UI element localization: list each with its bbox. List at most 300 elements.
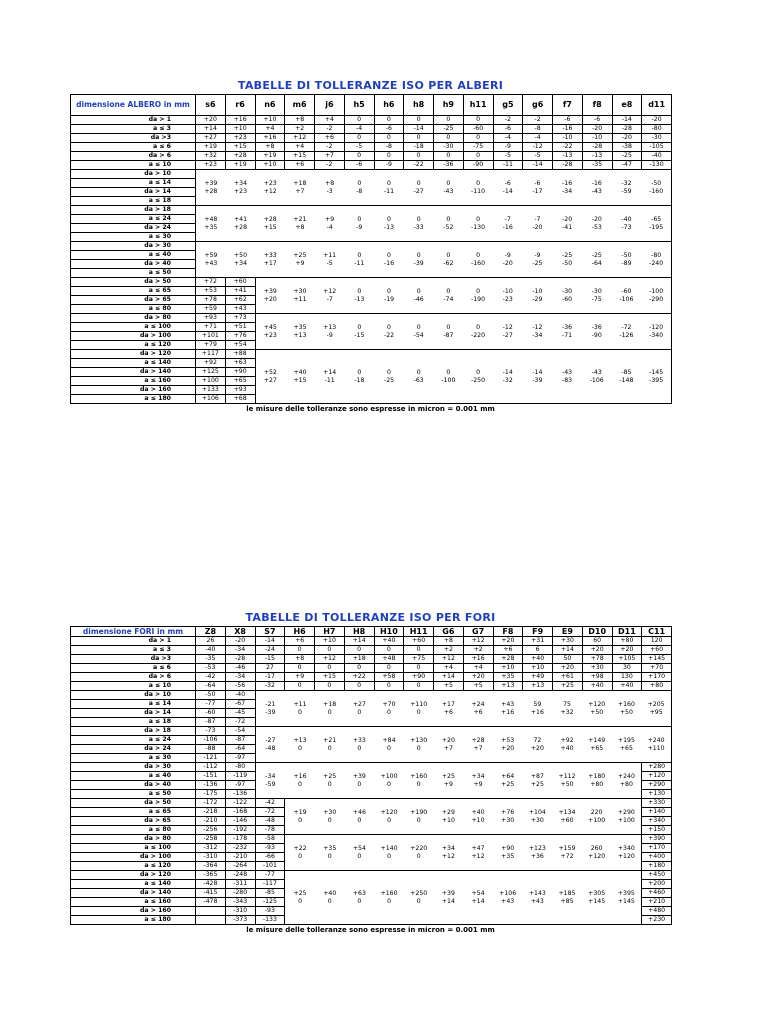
tolerance-value: 0	[404, 646, 434, 655]
range-label: da > 40	[71, 781, 196, 790]
tolerance-value: -20	[591, 215, 602, 223]
tolerance-value: +33	[352, 736, 366, 744]
tolerance-value: -45	[225, 709, 255, 718]
tolerance-value: +76	[501, 808, 515, 816]
tolerance-value: +100	[196, 377, 226, 386]
tolerance-value: -16	[553, 125, 583, 134]
tolerance-value: -136	[225, 790, 255, 799]
range-label: a ≤ 24	[71, 215, 196, 224]
tolerance-value: -87	[196, 718, 226, 727]
tolerance-value: +70	[382, 700, 396, 708]
tolerance-value: -106	[589, 376, 604, 384]
tolerance-value: +16	[225, 116, 255, 125]
column-header-x8: X8	[225, 627, 255, 637]
tolerance-value: 0	[416, 780, 421, 788]
tolerance-value: +22	[344, 673, 374, 682]
tolerance-value: -30	[562, 287, 573, 295]
range-label: a ≤ 80	[71, 305, 196, 314]
tolerance-value: +23	[234, 187, 248, 195]
tolerance-value: -11	[493, 161, 523, 170]
range-label: da > 50	[71, 799, 196, 808]
tolerance-value: +93	[196, 314, 226, 323]
tolerance-value: -19	[383, 295, 395, 303]
tolerance-value: -13	[553, 152, 583, 161]
tolerance-value: +100	[380, 772, 398, 780]
range-label: da >3	[71, 655, 196, 664]
tolerance-value: +95	[649, 708, 663, 716]
range-label: da > 160	[71, 386, 196, 395]
range-label: a ≤ 65	[71, 808, 196, 817]
tolerance-value: +14	[196, 125, 226, 134]
tolerance-value: +64	[501, 772, 515, 780]
tolerance-value: 0	[434, 134, 464, 143]
range-label: da > 24	[71, 745, 196, 754]
tolerance-value: -88	[196, 745, 226, 754]
tolerance-value: +14	[441, 897, 455, 905]
tolerance-value: 30	[612, 664, 642, 673]
tolerance-value: +10	[255, 161, 285, 170]
tolerance-value: 0	[374, 116, 404, 125]
column-header-h5: h5	[344, 95, 374, 116]
tolerance-value: +17	[441, 700, 455, 708]
tolerance-value: -25	[612, 152, 642, 161]
tolerance-value: -28	[582, 143, 612, 152]
tolerance-group	[255, 314, 672, 350]
tolerance-value: -133	[255, 916, 285, 925]
column-header-n6: n6	[255, 95, 285, 116]
tolerance-value: +12	[471, 852, 485, 860]
range-label: a ≤ 80	[71, 826, 196, 835]
tolerance-value: -20	[532, 223, 543, 231]
tolerance-value: -34	[532, 331, 543, 339]
tolerance-value: -232	[225, 844, 255, 853]
tolerance-value: -85	[255, 889, 285, 898]
tolerance-value: -35	[196, 655, 226, 664]
tolerance-value: 0	[404, 134, 434, 143]
tolerance-value: +30	[501, 816, 515, 824]
tolerance-value: +15	[293, 376, 307, 384]
tolerance-value: -2	[315, 125, 345, 134]
tolerance-value: 75	[563, 700, 571, 708]
tolerance-value: -40	[225, 691, 255, 700]
tolerance-value: +59	[196, 305, 226, 314]
tolerance-group	[285, 799, 642, 835]
tolerance-subtable	[256, 737, 672, 753]
tolerance-value: +145	[617, 897, 635, 905]
tolerance-value: +63	[225, 359, 255, 368]
tolerance-value: +43	[204, 259, 218, 267]
tolerance-value: +13	[293, 331, 307, 339]
tolerance-value: -21	[265, 700, 276, 708]
tolerance-value: -290	[649, 295, 664, 303]
tolerance-value: +70	[642, 664, 672, 673]
tolerance-value: +9	[473, 780, 483, 788]
range-label: a ≤ 14	[71, 179, 196, 188]
tolerance-value: -18	[404, 143, 434, 152]
range-label: da > 50	[71, 278, 196, 287]
tolerance-value: -93	[255, 907, 285, 916]
tolerance-value: -60	[196, 709, 226, 718]
tolerance-value: -312	[196, 844, 226, 853]
tolerance-value: +23	[263, 179, 277, 187]
tolerance-value: -10	[553, 134, 583, 143]
tolerance-value: -12	[502, 323, 513, 331]
tolerance-value: -34	[562, 187, 573, 195]
tolerance-value: -340	[649, 331, 664, 339]
tolerance-value: -311	[225, 880, 255, 889]
tolerance-value: +5	[463, 682, 493, 691]
tolerance-value: +4	[315, 116, 345, 125]
tolerance-value: +10	[523, 664, 553, 673]
tolerance-value: +49	[523, 673, 553, 682]
tolerance-value: -27	[502, 331, 513, 339]
tolerance-value: +12	[463, 637, 493, 646]
tolerance-value: -14	[404, 125, 434, 134]
tolerance-value: 0	[315, 664, 345, 673]
tolerance-value: +7	[443, 744, 453, 752]
tolerance-value: +18	[323, 700, 337, 708]
column-header-r6: r6	[225, 95, 255, 116]
tolerance-value: -53	[196, 664, 226, 673]
tolerance-value: +12	[315, 655, 345, 664]
tolerance-subtable	[285, 809, 641, 825]
tolerance-value: +21	[323, 736, 337, 744]
tolerance-value: -38	[612, 143, 642, 152]
tolerance-value: -60	[463, 125, 493, 134]
tolerance-value: -50	[651, 179, 662, 187]
range-label: a ≤ 30	[71, 754, 196, 763]
tolerance-value: +32	[196, 152, 226, 161]
tolerance-value	[196, 907, 226, 916]
tolerance-value: +93	[225, 386, 255, 395]
tolerance-value: +13	[323, 323, 337, 331]
tolerance-value: +60	[225, 278, 255, 287]
tolerance-value: +40	[374, 637, 404, 646]
tolerance-value: -77	[196, 700, 226, 709]
tolerance-value: -160	[471, 259, 486, 267]
tolerance-value: +34	[234, 259, 248, 267]
column-header-d10: D10	[582, 627, 612, 637]
tolerance-value: -121	[196, 754, 226, 763]
tolerance-value: +13	[293, 736, 307, 744]
tolerance-value: -264	[225, 862, 255, 871]
tolerance-value: +43	[530, 897, 544, 905]
tolerance-value: +230	[642, 916, 672, 925]
tolerance-value: 0	[327, 780, 332, 788]
tolerance-value: +10	[225, 125, 255, 134]
tolerance-value: +160	[617, 700, 635, 708]
column-header-h6: H6	[285, 627, 315, 637]
tolerance-value: +205	[647, 700, 665, 708]
tolerance-value: -30	[434, 143, 464, 152]
range-label: a ≤ 120	[71, 341, 196, 350]
tolerance-value: -6	[504, 179, 511, 187]
tolerance-value: -6	[553, 116, 583, 125]
tolerance-group	[285, 835, 642, 871]
tolerance-value: +185	[558, 889, 576, 897]
tolerance-value: +20	[501, 744, 515, 752]
tolerance-value: -2	[315, 161, 345, 170]
tolerance-value: -101	[255, 862, 285, 871]
range-label: a ≤ 180	[71, 395, 196, 404]
tolerance-value: -97	[225, 754, 255, 763]
tolerance-value: +15	[225, 143, 255, 152]
tolerance-value: +79	[196, 341, 226, 350]
tolerance-value: +145	[588, 897, 606, 905]
tolerance-value: -6	[493, 125, 523, 134]
tolerance-group	[255, 727, 672, 763]
tolerance-value: +43	[501, 897, 515, 905]
range-label: da > 10	[71, 691, 196, 700]
tolerance-value: +90	[404, 673, 434, 682]
tolerance-value: -126	[619, 331, 634, 339]
tolerance-value: -32	[502, 376, 513, 384]
tolerance-value: +14	[323, 368, 337, 376]
tolerance-subtable	[256, 773, 642, 789]
tolerance-value: 0	[416, 179, 421, 187]
tolerance-value: 220	[590, 808, 603, 816]
tolerance-value: -192	[225, 826, 255, 835]
tolerance-value: +60	[560, 816, 574, 824]
tolerance-value: +5	[434, 682, 464, 691]
tolerance-value: +290	[642, 781, 672, 790]
tolerance-value: -160	[649, 187, 664, 195]
tolerance-value: -80	[225, 763, 255, 772]
tolerance-value: +8	[255, 143, 285, 152]
range-label: a ≤ 50	[71, 269, 196, 278]
tolerance-value: -39	[265, 708, 276, 716]
tolerance-value: +40	[612, 682, 642, 691]
tolerance-value: 0	[476, 368, 480, 376]
tolerance-value: 0	[416, 287, 421, 295]
tolerance-value: -120	[649, 323, 664, 331]
tolerance-value: +305	[588, 889, 606, 897]
dimension-header: dimensione ALBERO in mm	[71, 95, 196, 116]
tolerance-value: +12	[285, 134, 315, 143]
tolerance-value: -47	[612, 161, 642, 170]
range-label: da > 100	[71, 332, 196, 341]
tolerance-value: +480	[642, 907, 672, 916]
tolerance-value: +43	[225, 305, 255, 314]
tolerance-value: +19	[225, 161, 255, 170]
tolerance-value: +12	[263, 187, 277, 195]
column-header-h7: H7	[315, 627, 345, 637]
tolerance-value: 0	[387, 897, 392, 905]
range-label: da > 100	[71, 853, 196, 862]
tolerance-value: -36	[434, 161, 464, 170]
tolerance-value: 0	[463, 134, 493, 143]
tolerance-value: 0	[387, 215, 391, 223]
tolerance-value: +50	[234, 251, 248, 259]
tolerance-value: +40	[323, 889, 337, 897]
tolerance-value: -14	[532, 368, 543, 376]
tolerance-value: -343	[225, 898, 255, 907]
tolerance-value: -5	[344, 143, 374, 152]
tolerance-value: +106	[499, 889, 517, 897]
range-label: da > 14	[71, 709, 196, 718]
tolerance-value: +8	[295, 223, 305, 231]
tolerance-value: -85	[621, 368, 632, 376]
range-label: da > 65	[71, 296, 196, 305]
range-label: a ≤ 140	[71, 359, 196, 368]
range-label: a ≤ 3	[71, 646, 196, 655]
tolerance-value: 0	[476, 179, 480, 187]
tolerance-value: 0	[416, 323, 421, 331]
tolerance-value: 130	[612, 673, 642, 682]
tolerance-value: +40	[471, 808, 485, 816]
tolerance-value: -5	[326, 259, 333, 267]
tolerance-value: +25	[323, 772, 337, 780]
tolerance-value: -18	[354, 376, 365, 384]
tolerance-value: -6	[374, 125, 404, 134]
tolerance-value: -39	[413, 259, 424, 267]
tolerance-value: 0	[434, 116, 464, 125]
tolerance-value: -66	[255, 853, 285, 862]
tolerance-value: -130	[642, 161, 672, 170]
tolerance-value: 0	[416, 816, 421, 824]
alberi-sheet	[70, 78, 671, 414]
tolerance-value: +76	[225, 332, 255, 341]
tolerance-value: -210	[225, 853, 255, 862]
tolerance-value: +90	[501, 844, 515, 852]
tolerance-value: 0	[344, 116, 374, 125]
fori-title: TABELLE DI TOLLERANZE ISO PER FORI	[245, 611, 496, 624]
tolerance-value: -5	[493, 152, 523, 161]
tolerance-value: +8	[325, 179, 335, 187]
tolerance-value: +12	[323, 287, 337, 295]
tolerance-value: -14	[523, 161, 553, 170]
tolerance-value: +61	[553, 673, 583, 682]
tolerance-value: +51	[225, 323, 255, 332]
tolerance-value: -428	[196, 880, 226, 889]
column-header-j6: j6	[315, 95, 345, 116]
tolerance-value: +78	[582, 655, 612, 664]
tolerance-group	[255, 763, 642, 799]
tolerance-value: -58	[255, 835, 285, 844]
tolerance-value: +143	[528, 889, 546, 897]
range-label: a ≤ 6	[71, 143, 196, 152]
tolerance-value: +23	[225, 134, 255, 143]
tolerance-value: +7	[295, 187, 305, 195]
range-label: a ≤ 18	[71, 718, 196, 727]
tolerance-value: -8	[374, 143, 404, 152]
tolerance-value: 0	[327, 708, 332, 716]
tolerance-group	[255, 350, 672, 404]
tolerance-value: +23	[263, 331, 277, 339]
tolerance-value: -72	[621, 323, 632, 331]
tolerance-value: +43	[501, 700, 515, 708]
tolerance-value: +88	[225, 350, 255, 359]
tolerance-value: +4	[255, 125, 285, 134]
column-header-h8: H8	[344, 627, 374, 637]
tolerance-value: -64	[591, 259, 602, 267]
range-label: a ≤ 30	[71, 233, 196, 242]
tolerance-value: +63	[352, 889, 366, 897]
tolerance-value: +87	[530, 772, 544, 780]
column-header-c11: C11	[642, 627, 672, 637]
tolerance-value: +25	[293, 889, 307, 897]
range-label: da > 6	[71, 152, 196, 161]
tolerance-value: +68	[225, 395, 255, 404]
tolerance-value: +34	[441, 844, 455, 852]
tolerance-value: +25	[553, 682, 583, 691]
tolerance-value: +150	[642, 826, 672, 835]
tolerance-value: +100	[617, 816, 635, 824]
tolerance-value: +2	[463, 646, 493, 655]
tolerance-value: +19	[293, 808, 307, 816]
tolerance-value: -14	[502, 368, 513, 376]
tolerance-value: 0	[357, 816, 362, 824]
tolerance-value: 0	[387, 251, 391, 259]
tolerance-value: +35	[204, 223, 218, 231]
tolerance-subtable	[256, 369, 672, 385]
tolerance-value: -80	[642, 125, 672, 134]
tolerance-value: +28	[493, 655, 523, 664]
tolerance-value: +19	[196, 143, 226, 152]
tolerance-value: +53	[196, 287, 226, 296]
tolerance-value: 6	[523, 646, 553, 655]
column-header-e8: e8	[612, 95, 642, 116]
tolerance-value: +48	[204, 215, 218, 223]
tolerance-value: +29	[441, 808, 455, 816]
tolerance-value: -40	[642, 152, 672, 161]
range-label: da > 10	[71, 170, 196, 179]
tolerance-value: +16	[501, 708, 515, 716]
tolerance-value: 0	[285, 664, 315, 673]
tolerance-value: -29	[532, 295, 543, 303]
tolerance-value: +30	[553, 637, 583, 646]
range-label: da > 80	[71, 314, 196, 323]
range-label: a ≤ 140	[71, 880, 196, 889]
column-header-g5: g5	[493, 95, 523, 116]
tolerance-value: 0	[344, 152, 374, 161]
tolerance-value: +35	[493, 673, 523, 682]
tolerance-value: +46	[352, 808, 366, 816]
column-header-f8: f8	[582, 95, 612, 116]
tolerance-value: -4	[326, 223, 333, 231]
tolerance-value: +20	[612, 646, 642, 655]
tolerance-value: -365	[196, 871, 226, 880]
tolerance-value: -119	[225, 772, 255, 781]
tolerance-value: +2	[285, 125, 315, 134]
tolerance-value: +10	[471, 816, 485, 824]
tolerance-value: +6	[285, 637, 315, 646]
tolerance-value: +13	[523, 682, 553, 691]
tolerance-subtable	[196, 180, 671, 196]
tolerance-value: +13	[493, 682, 523, 691]
tolerance-value: -20	[502, 259, 513, 267]
tolerance-value: -30	[642, 134, 672, 143]
tolerance-value: +104	[528, 808, 546, 816]
range-label: da > 140	[71, 368, 196, 377]
tolerance-value: +65	[590, 744, 604, 752]
tolerance-value: +22	[293, 844, 307, 852]
tolerance-value: +25	[530, 780, 544, 788]
tolerance-value: -56	[225, 682, 255, 691]
tolerance-value: +12	[434, 655, 464, 664]
tolerance-value: -220	[471, 331, 486, 339]
tolerance-value: 0	[357, 368, 362, 376]
tolerance-value: -43	[443, 187, 454, 195]
tolerance-value: -10	[582, 134, 612, 143]
range-label: da > 120	[71, 350, 196, 359]
tolerance-value: 0	[357, 251, 362, 259]
tolerance-value: -16	[562, 179, 573, 187]
tolerance-value: +210	[642, 898, 672, 907]
tolerance-value: -20	[612, 134, 642, 143]
tolerance-value: +27	[196, 134, 226, 143]
tolerance-value: -13	[383, 223, 395, 231]
